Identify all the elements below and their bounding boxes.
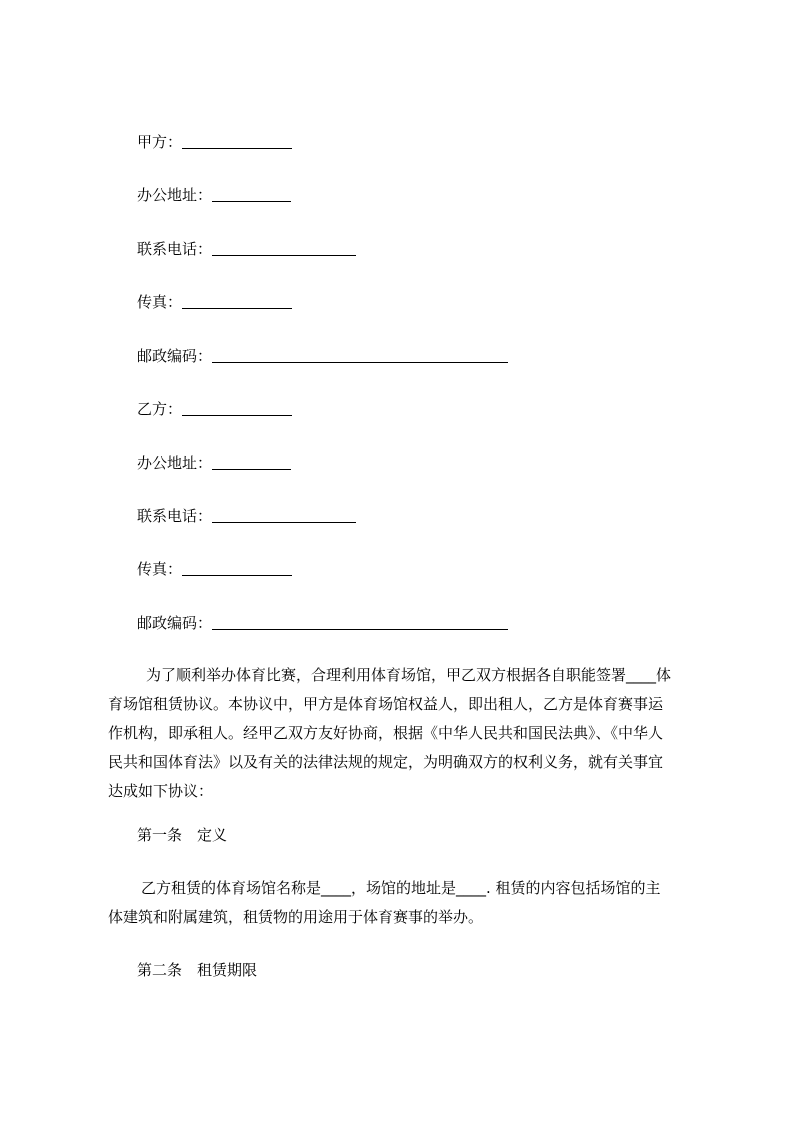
party-a-postcode-blank[interactable] bbox=[212, 361, 508, 363]
party-b-address-blank[interactable] bbox=[212, 468, 291, 470]
article-2-heading: 第二条 租赁期限 bbox=[137, 961, 258, 979]
preamble-line: 达成如下协议： bbox=[108, 782, 214, 800]
party-b-name-label: 乙方： bbox=[137, 400, 183, 418]
preamble-line: 作机构，即承租人。经甲乙双方友好协商，根据《中华人民共和国民法典》、《中华人 bbox=[108, 724, 664, 742]
party-a-fax-blank[interactable] bbox=[182, 307, 292, 309]
preamble-line: 民共和国体育法》以及有关的法律法规的规定，为明确双方的权利义务，就有关事宜 bbox=[108, 753, 664, 771]
party-a-name-field bbox=[137, 131, 292, 153]
party-a-name-blank[interactable] bbox=[182, 147, 292, 149]
party-b-postcode-field bbox=[137, 612, 508, 634]
preamble-line: 育场馆租赁协议。本协议中，甲方是体育场馆权益人，即出租人，乙方是体育赛事运 bbox=[108, 695, 664, 713]
article-1-line: 乙方租赁的体育场馆名称是____，场馆的地址是____. 租赁的内容包括场馆的主 bbox=[141, 879, 661, 897]
party-b-name-field bbox=[137, 398, 292, 420]
preamble-line: 为了顺利举办体育比赛，合理利用体育场馆，甲乙双方根据各自职能签署____体 bbox=[146, 666, 672, 684]
party-a-fax-field bbox=[137, 291, 292, 313]
party-a-address-label: 办公地址： bbox=[137, 186, 213, 204]
preamble-paragraph bbox=[108, 661, 702, 806]
party-b-postcode-label: 邮政编码： bbox=[137, 614, 213, 632]
party-b-postcode-blank[interactable] bbox=[212, 628, 508, 630]
party-b-phone-blank[interactable] bbox=[212, 521, 356, 523]
party-a-address-blank[interactable] bbox=[212, 200, 291, 202]
article-1-paragraph bbox=[108, 874, 702, 932]
party-a-postcode-label: 邮政编码： bbox=[137, 347, 213, 365]
party-a-postcode-field bbox=[137, 345, 508, 367]
party-b-address-label: 办公地址： bbox=[137, 454, 213, 472]
party-a-phone-label: 联系电话： bbox=[137, 240, 213, 258]
party-b-fax-field bbox=[137, 558, 292, 580]
party-b-fax-label: 传真： bbox=[137, 560, 183, 578]
party-a-phone-field bbox=[137, 238, 356, 260]
party-b-address-field bbox=[137, 452, 291, 474]
party-a-address-field bbox=[137, 184, 291, 206]
party-a-fax-label: 传真： bbox=[137, 293, 183, 311]
party-b-phone-field bbox=[137, 505, 356, 527]
article-1-heading: 第一条 定义 bbox=[137, 826, 228, 844]
party-b-phone-label: 联系电话： bbox=[137, 507, 213, 525]
party-a-phone-blank[interactable] bbox=[212, 254, 356, 256]
party-b-fax-blank[interactable] bbox=[182, 574, 292, 576]
article-1-line: 体建筑和附属建筑，租赁物的用途用于体育赛事的举办。 bbox=[108, 908, 484, 926]
party-b-name-blank[interactable] bbox=[182, 414, 292, 416]
party-a-name-label: 甲方： bbox=[137, 133, 183, 151]
